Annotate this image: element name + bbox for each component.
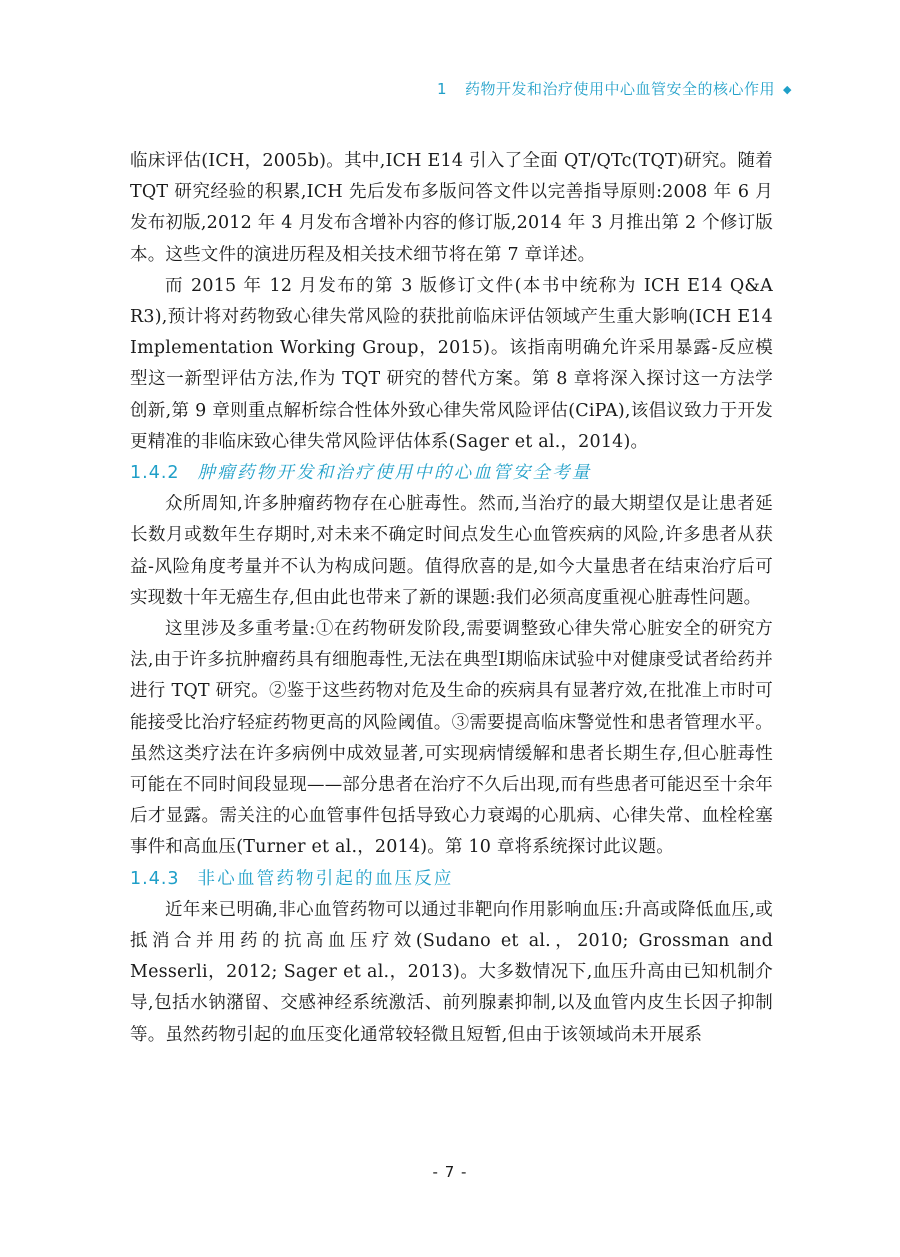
paragraph-2: 而 2015 年 12 月发布的第 3 版修订文件(本书中统称为 ICH E14 Q&A R3),预计将对药物致心律失常风险的获批前临床评估领域产生重大影响(ICH E14 Implementation Working Group，2015)。该指南明确允许采用暴露-反应模型这一新型评估方法,作为 TQT 研究的替代方案。第 8 章将深入探讨这一方法学创新,第 9 章则重点解析综合性体外致心律失常风险评估(CiPA),该倡议致力于开发更精准的非临床致心律失常风险评估体系(Sager et al.，2014)。 [130,275,773,452]
running-head [437,78,792,99]
section-number: 1.4.3 [130,868,180,889]
section-heading-1-4-3 [130,864,773,895]
paragraph-4: 这里涉及多重考量:①在药物研发阶段,需要调整致心律失常心脏安全的研究方法,由于许多抗肿瘤药具有细胞毒性,无法在典型Ⅰ期临床试验中对健康受试者给药并进行 TQT 研究。②鉴于这些药物对危及生命的疾病具有显著疗效,在批准上市时可能接受比治疗轻症药物更高的风险阈值。③需要提高临床警觉性和患者管理水平。虽然这类疗法在许多病例中成效显著,可实现病情缓解和患者长期生存,但心脏毒性可能在不同时间段显现——部分患者在治疗不久后出现,而有些患者可能迟至十余年后才显露。需关注的心血管事件包括导致心力衰竭的心肌病、心律失常、血栓栓塞事件和高血压(Turner et al.，2014)。第 10 章将系统探讨此议题。 [130,619,773,858]
section-title: 肿瘤药物开发和治疗使用中的心血管安全考量 [197,463,592,484]
section-number: 1.4.2 [130,463,180,484]
chapter-title: 药物开发和治疗使用中心血管安全的核心作用 [465,80,776,98]
paragraph-3: 众所周知,许多肿瘤药物存在心脏毒性。然而,当治疗的最大期望仅是让患者延长数月或数年生存期时,对未来不确定时间点发生心血管疾病的风险,许多患者从获益-风险角度考量并不认为构成问题。值得欣喜的是,如今大量患者在结束治疗后可实现数十年无癌生存,但由此也带来了新的课题:我们必须高度重视心脏毒性问题。 [130,494,773,608]
paragraph-1: 临床评估(ICH，2005b)。其中,ICH E14 引入了全面 QT/QTc(TQT)研究。随着 TQT 研究经验的积累,ICH 先后发布多版问答文件以完善指导原则:2008 年 6 月发布初版,2012 年 4 月发布含增补内容的修订版,2014 年 3 月推出第 2 个修订版本。这些文件的演进历程及相关技术细节将在第 7 章详述。 [130,151,773,265]
page-number: - 7 - [432,1163,468,1181]
section-heading-1-4-2 [130,458,773,489]
section-title: 非心血管药物引起的血压反应 [197,868,454,889]
paragraph-5: 近年来已明确,非心血管药物可以通过非靶向作用影响血压:升高或降低血压,或抵消合并用药的抗高血压疗效(Sudano et al.，2010; Grossman and Messerli，2012; Sager et al.，2013)。大多数情况下,血压升高由已知机制介导,包括水钠潴留、交感神经系统激活、前列腺素抑制,以及血管内皮生长因子抑制等。虽然药物引起的血压变化通常较轻微且短暂,但由于该领域尚未开展系 [130,899,773,1045]
chapter-number: 1 [436,80,448,98]
page-body [130,146,773,1051]
diamond-icon: ◆ [783,83,792,96]
